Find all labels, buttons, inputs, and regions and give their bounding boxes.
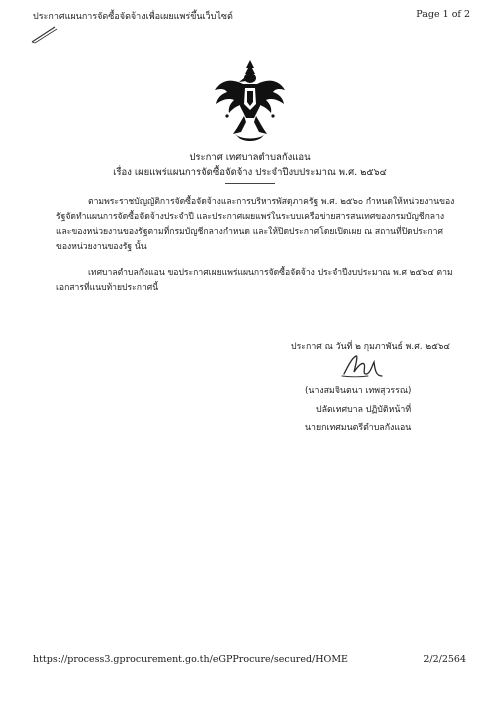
signer-position-acting: นายกเทศมนตรีตำบลกังแอน <box>305 423 412 433</box>
body-paragraph-1: ตามพระราชบัญญัติการจัดซื้อจัดจ้างและการบริหารพัสดุภาครัฐ พ.ศ. ๒๕๖๐ กำหนดให้หน่วยงานของรัฐจัดทำแผนการจัดซื้อจัดจ้างประจำปี และประกาศเผยแพร่ในระบบเครือข่ายสารสนเทศของกรมบัญชีกลางและของหน่วยงานของรัฐตามที่กรมบัญชีกลางกำหนด และให้ปิดประกาศโดยเปิดเผย ณ สถานที่ปิดประกาศของหน่วยงานของรัฐ นั้น <box>56 197 455 252</box>
body-paragraph-2: เทศบาลตำบลกังแอน ขอประกาศเผยแพร่แผนการจัดซื้อจัดจ้าง ประจำปีงบประมาณ พ.ศ ๒๕๖๔ ตามเอกสารที่แนบท้ายประกาศนี้ <box>56 268 453 293</box>
signer-name: (นางสมจินตนา เทพสุวรรณ) <box>305 386 412 396</box>
header-text: ประกาศแผนการจัดซื้อจัดจ้างเพื่อเผยแพร่ขึ้นเว็บไซต์ <box>33 12 233 22</box>
page-indicator: Page 1 of 2 <box>416 9 470 20</box>
footer-date: 2/2/2564 <box>423 654 466 665</box>
announcement-title: ประกาศ เทศบาลตำบลกังแอน <box>189 152 311 163</box>
title-divider <box>225 183 275 184</box>
handwritten-signature <box>338 346 388 382</box>
announcement-subject: เรื่อง เผยแพร่แผนการจัดซื้อจัดจ้าง ประจำปีงบประมาณ พ.ศ. ๒๕๖๔ <box>113 167 387 178</box>
garuda-emblem-icon <box>213 58 287 142</box>
signer-position: ปลัดเทศบาล ปฏิบัติหน้าที่ <box>316 405 412 415</box>
footer-url: https://process3.gprocurement.go.th/eGPProcure/secured/HOME <box>33 654 348 665</box>
pen-mark-icon <box>30 24 58 44</box>
announcement-date: ประกาศ ณ วันที่ ๒ กุมภาพันธ์ พ.ศ. ๒๕๖๔ <box>291 342 451 352</box>
